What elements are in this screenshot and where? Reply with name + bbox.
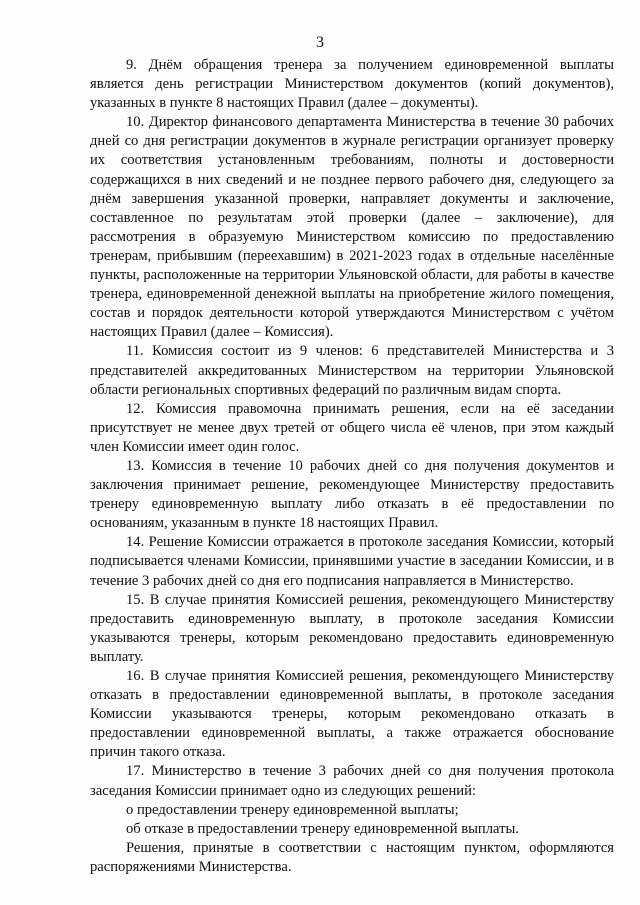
paragraph-17-option-grant: о предоставлении тренеру единовременной выплаты; [126,801,459,818]
paragraph-10: 10. Директор финансового департамента Министерства в течение 30 рабочих дней со дня регистрации документов в журнале регистрации организует проверку их соответствия установленным требованиям, полноты и достоверности содержащихся в них сведений и не позднее первого рабочего дня, следующего за днём завершения указанной проверки, направляет документы и заключение, составленное по результатам этой проверки (далее – заключение), для рассмотрения в образуемую Министерством комиссию по предоставлению тренерам, прибывшим (переехавшим) в 2021-2023 годах в отдельные населённые пункты, расположенные на территории Ульяновской области, для работы в качестве тренера, единовременной денежной выплаты на приобретение жилого помещения, состав и порядок деятельности которой утверждаются Министерством с учётом настоящих Правил (далее – Комиссия). [90,114,614,341]
paragraph-12: 12. Комиссия правомочна принимать решения, если на её заседании присутствует не менее двух третей от общего числа её членов, при этом каждый член Комиссии имеет один голос. [90,400,614,455]
paragraph-17-option-refuse: об отказе в предоставлении тренеру единовременной выплаты. [126,820,519,837]
paragraph-13: 13. Комиссия в течение 10 рабочих дней со дня получения документов и заключения принимает решение, рекомендующее Министерству предоставить тренеру единовременную выплату либо отказать в её предоставлении по основаниям, указанным в пункте 18 настоящих Правил. [90,457,614,532]
paragraph-16: 16. В случае принятия Комиссией решения, рекомендующего Министерству отказать в предоставлении единовременной выплаты, в протоколе заседания Комиссии указываются тренеры, которым рекомендовано отказать в предоставлении единовременной выплаты, а также отражается обоснование причин такого отказа. [90,668,614,761]
page-number: 3 [316,34,324,51]
paragraph-9: 9. Днём обращения тренера за получением единовременной выплаты является день регистрации Министерством документов (копий документов), указанных в пункте 8 настоящих Правил (далее – документы). [90,57,614,112]
paragraph-17: 17. Министерство в течение 3 рабочих дней со дня получения протокола заседания Комиссии принимает одно из следующих решений: [90,763,614,799]
paragraph-15: 15. В случае принятия Комиссией решения, рекомендующего Министерству предоставить единовременную выплату, в протоколе заседания Комиссии указываются тренеры, которым рекомендовано предоставить единовременную выплату. [90,591,614,665]
paragraph-11: 11. Комиссия состоит из 9 членов: 6 представителей Министерства и 3 представителей аккредитованных Министерством на территории Ульяновской области региональных спортивных федераций по различным видам спорта. [90,343,614,398]
paragraph-17-final: Решения, принятые в соответствии с настоящим пунктом, оформляются распоряжениями Министерства. [90,839,614,875]
paragraph-14: 14. Решение Комиссии отражается в протоколе заседания Комиссии, который подписывается членами Комиссии, принявшими участие в заседании Комиссии, и в течение 3 рабочих дней со дня его подписания направляется в Министерство. [90,534,614,589]
document-body [90,56,614,877]
